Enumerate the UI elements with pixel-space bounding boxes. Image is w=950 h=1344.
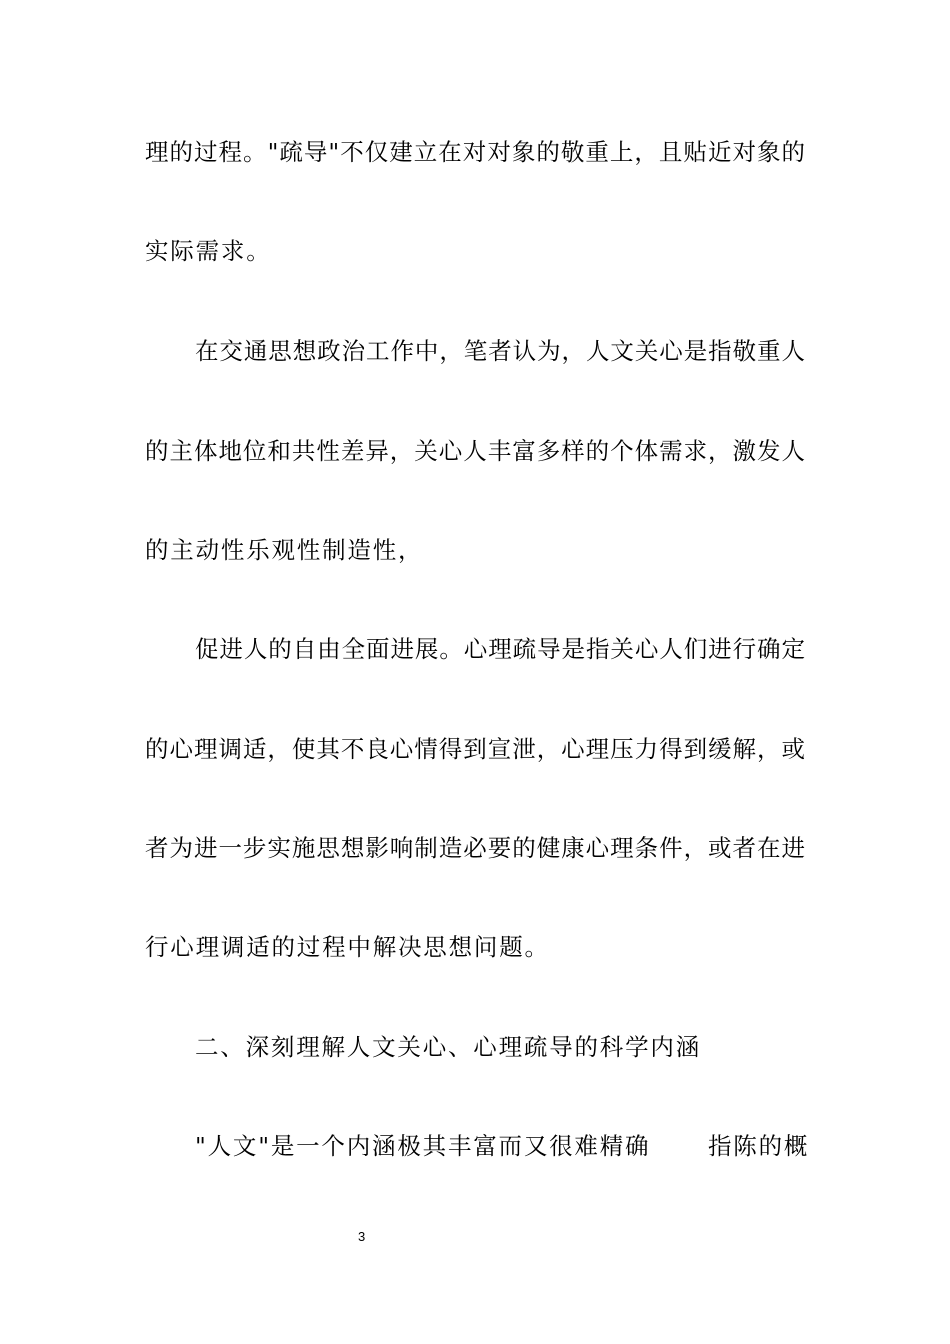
text-line-1: 理的过程。"疏导"不仅建立在对对象的敬重上，且贴近对象的 bbox=[145, 138, 805, 166]
text-line-tail: 指陈的概 bbox=[708, 1132, 810, 1160]
paragraph-line-3: "人文"是一个内涵极其丰富而又很难精确 bbox=[195, 1132, 651, 1160]
text-line-5: 的心理调适，使其不良心情得到宣泄，心理压力得到缓解，或 bbox=[145, 735, 805, 763]
text-line-7: 行心理调适的过程中解决思想问题。 bbox=[145, 933, 550, 961]
text-line-4: 的主动性乐观性制造性， bbox=[145, 536, 424, 564]
paragraph-line-2: 促进人的自由全面进展。心理疏导是指关心人们进行确定 bbox=[195, 635, 805, 663]
text-line-6: 者为进一步实施思想影响制造必要的健康心理条件，或者在进 bbox=[145, 834, 805, 862]
paragraph-line-1: 在交通思想政治工作中，笔者认为，人文关心是指敬重人 bbox=[195, 337, 805, 365]
text-line-2: 实际需求。 bbox=[145, 237, 272, 265]
page-number: 3 bbox=[358, 1229, 366, 1244]
section-heading: 二、深刻理解人文关心、心理疏导的科学内涵 bbox=[195, 1033, 701, 1061]
text-line-3: 的主体地位和共性差异，关心人丰富多样的个体需求，激发人 bbox=[145, 437, 805, 465]
